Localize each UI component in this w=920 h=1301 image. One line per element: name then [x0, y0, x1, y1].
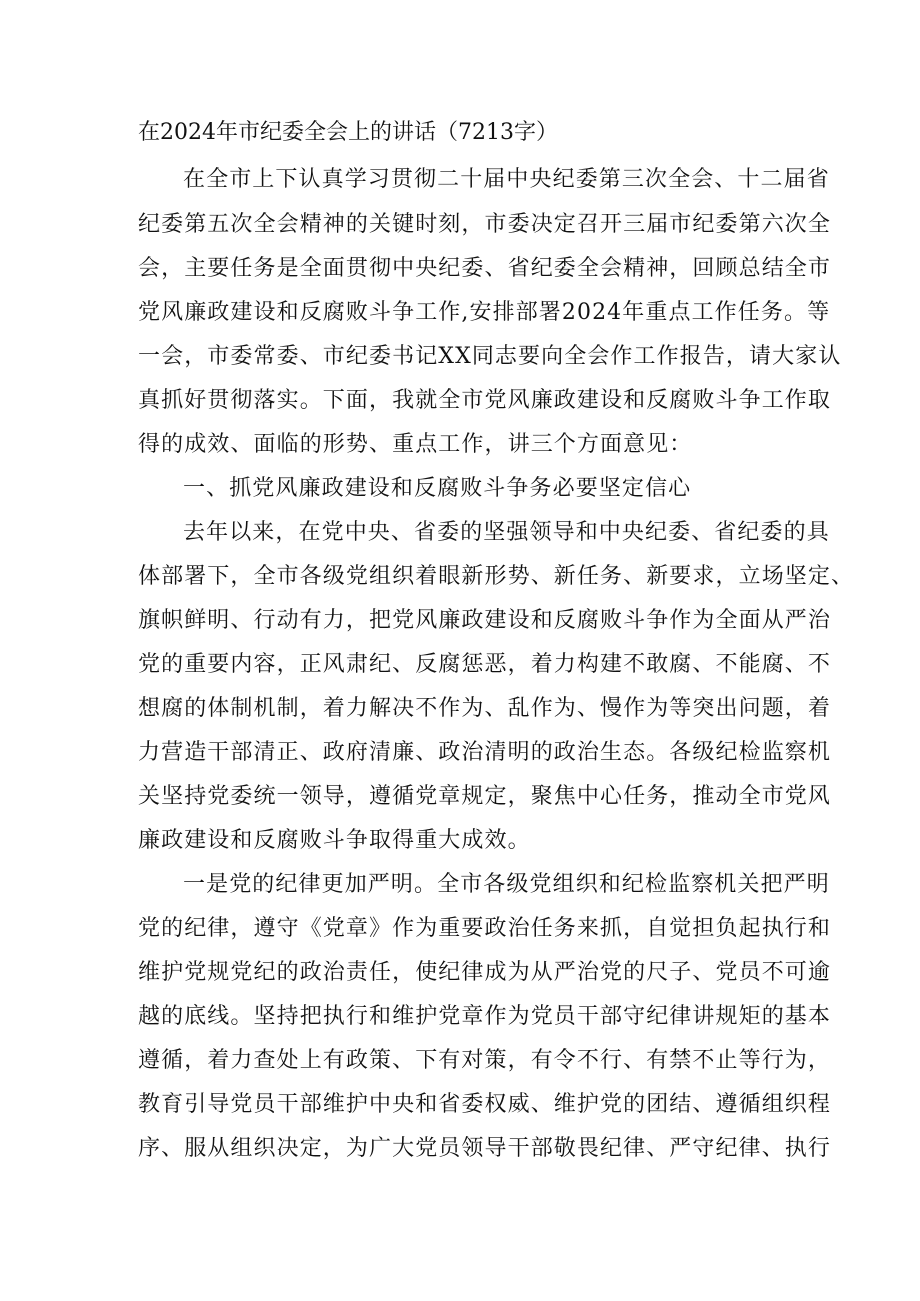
paragraph-2-line-4: 党的重要内容，正风肃纪、反腐惩恶，着力构建不敢腐、不能腐、不: [138, 652, 832, 677]
paragraph-2-line-2: 体部署下，全市各级党组织着眼新形势、新任务、新要求，立场坚定、: [138, 564, 855, 589]
paragraph-1-line-1: 在全市上下认真学习贯彻二十届中央纪委第三次全会、十二届省: [183, 167, 830, 192]
document-title: 在2024年市纪委全会上的讲话（7213字）: [138, 120, 558, 145]
paragraph-3-line-7: 序、服从组织决定，为广大党员领导干部敬畏纪律、严守纪律、执行: [138, 1136, 832, 1161]
paragraph-2-line-1: 去年以来，在党中央、省委的坚强领导和中央纪委、省纪委的具: [183, 520, 830, 545]
paragraph-2-line-6: 力营造干部清正、政府清廉、政治清明的政治生态。各级纪检监察机: [138, 740, 832, 765]
paragraph-3-line-3: 维护党规党纪的政治责任，使纪律成为从严治党的尺子、党员不可逾: [138, 960, 832, 985]
paragraph-1-line-6: 真抓好贯彻落实。下面，我就全市党风廉政建设和反腐败斗争工作取: [138, 388, 832, 413]
paragraph-1-line-5: 一会，市委常委、市纪委书记XX同志要向全会作工作报告，请大家认: [138, 344, 842, 369]
paragraph-3-line-5: 遵循，着力查处上有政策、下有对策，有令不行、有禁不止等行为，: [138, 1048, 832, 1073]
paragraph-2-line-7: 关坚持党委统一领导，遵循党章规定，聚焦中心任务，推动全市党风: [138, 784, 832, 809]
paragraph-1-line-4: 党风廉政建设和反腐败斗争工作,安排部署2024年重点工作任务。等: [138, 300, 831, 325]
paragraph-1-line-7: 得的成效、面临的形势、重点工作，讲三个方面意见：: [138, 432, 693, 457]
paragraph-2-line-5: 想腐的体制机制，着力解决不作为、乱作为、慢作为等突出问题，着: [138, 696, 832, 721]
paragraph-1-line-3: 会，主要任务是全面贯彻中央纪委、省纪委全会精神，回顾总结全市: [138, 256, 832, 281]
paragraph-3-line-6: 教育引导党员干部维护中央和省委权威、维护党的团结、遵循组织程: [138, 1092, 832, 1117]
section-heading-1: 一、抓党风廉政建设和反腐败斗争务必要坚定信心: [183, 476, 692, 501]
paragraph-2-line-8: 廉政建设和反腐败斗争取得重大成效。: [138, 828, 531, 853]
paragraph-3-line-2: 党的纪律，遵守《党章》作为重要政治任务来抓，自觉担负起执行和: [138, 916, 832, 941]
paragraph-2-line-3: 旗帜鲜明、行动有力，把党风廉政建设和反腐败斗争作为全面从严治: [138, 608, 832, 633]
paragraph-1-line-2: 纪委第五次全会精神的关键时刻，市委决定召开三届市纪委第六次全: [138, 212, 832, 237]
paragraph-3-line-1: 一是党的纪律更加严明。全市各级党组织和纪检监察机关把严明: [183, 872, 830, 897]
paragraph-3-line-4: 越的底线。坚持把执行和维护党章作为党员干部守纪律讲规矩的基本: [138, 1004, 832, 1029]
